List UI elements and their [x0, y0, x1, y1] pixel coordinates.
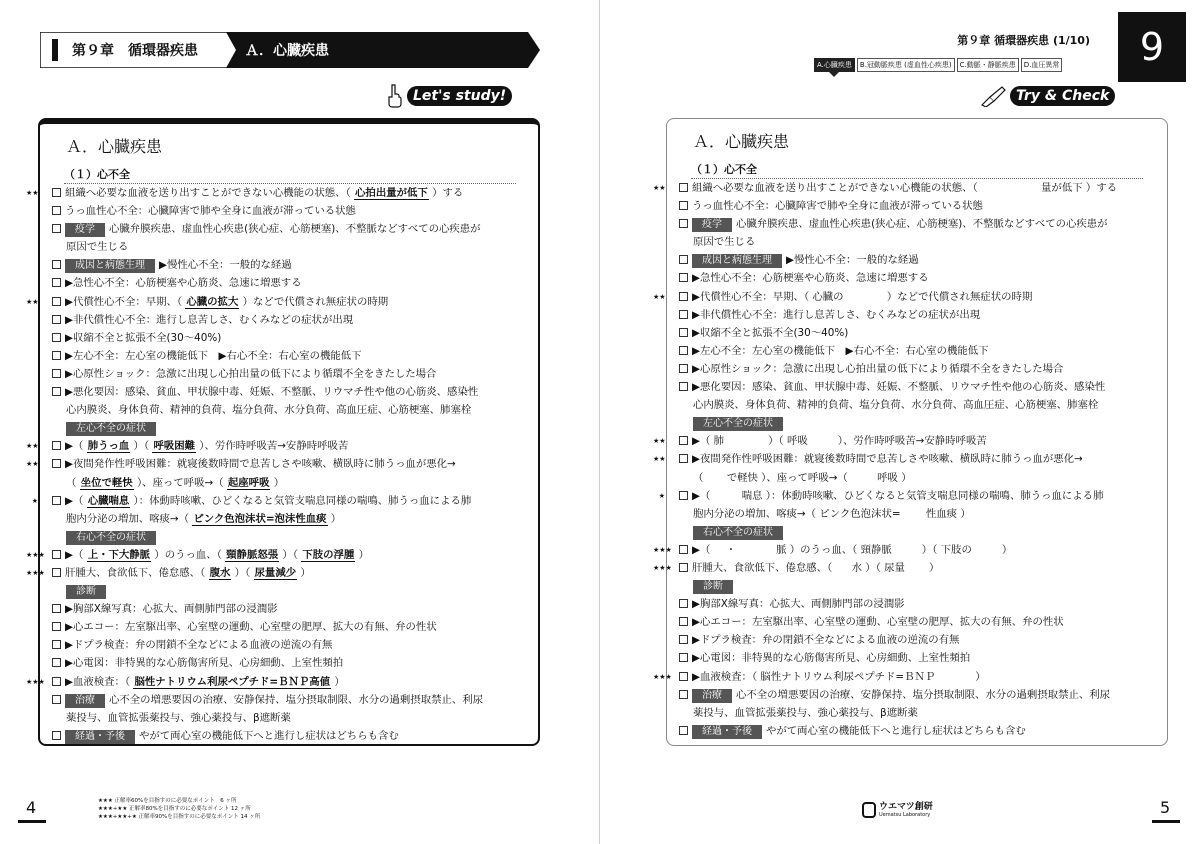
line-text: 心不全の増悪要因の治療、安静保持、塩分摂取制限、水分の過剰摂取禁止、利尿	[736, 688, 1111, 701]
star-legend	[98, 797, 260, 821]
lets-study-badge	[385, 84, 512, 108]
line-text: ▶左心不全：左心室の機能低下 ▶右心不全：右心室の機能低下	[65, 349, 362, 362]
line-text: （	[693, 471, 707, 484]
checkbox[interactable]	[52, 441, 61, 450]
line-text: 胞内分泌の増加、喀痰→（ ピンク色泡沫状=	[693, 507, 904, 520]
line-text: 喘息 ）：体動時咳嗽、ひどくなると気管支喘息同様の喘鳴、肺うっ血による肺	[741, 489, 1104, 502]
checklist-line	[26, 455, 538, 473]
checklist-line	[667, 215, 1167, 233]
checkbox[interactable]	[679, 690, 688, 699]
line-text: ▶悪化要因：感染、貧血、甲状腺中毒、妊娠、不整脈、リウマチ性や他の心筋炎、感染性	[692, 381, 1106, 394]
checklist-line	[653, 541, 1167, 559]
checklist-line	[40, 274, 538, 292]
checkbox[interactable]	[52, 640, 61, 649]
checkbox[interactable]	[52, 206, 61, 215]
line-text: ▶慢性心不全：一般的な経過	[786, 254, 919, 267]
checklist-line	[667, 360, 1167, 378]
importance-stars: ★	[658, 491, 665, 500]
checkbox[interactable]	[679, 328, 688, 337]
answer-text: 心臓喘息	[87, 494, 130, 507]
line-text: （	[66, 476, 80, 489]
section-tag: 左心不全の症状	[693, 417, 783, 431]
checklist-line	[667, 469, 1167, 487]
section-tag: 治療	[692, 689, 732, 703]
checkbox[interactable]	[52, 677, 61, 686]
checkbox[interactable]	[679, 436, 688, 445]
line-text: ）（	[279, 548, 302, 561]
importance-stars: ★★	[653, 437, 666, 446]
section-tag: 経過・予後	[65, 730, 135, 744]
checkbox[interactable]	[679, 273, 688, 282]
section-tag: 治療	[65, 694, 105, 708]
line-text: ▶（	[65, 440, 87, 453]
checklist-line	[667, 378, 1167, 396]
subheading: （１）心不全	[691, 161, 1143, 179]
checklist-line	[667, 233, 1167, 251]
checklist-line	[667, 396, 1167, 414]
study-lines	[26, 184, 538, 745]
checkbox[interactable]	[52, 550, 61, 559]
page-number: 5	[1160, 798, 1171, 817]
line-text: 性血痰 ）	[925, 507, 971, 520]
line-text: ▶ドプラ検査：弁の閉鎖不全などによる血液の逆流の有無	[692, 634, 960, 647]
line-text: 原因で生じる	[693, 236, 756, 249]
answer-text: 上・下大静脈	[87, 548, 151, 561]
line-text: やがて両心室の機能低下へと進行し症状はどちらも含む	[139, 729, 399, 742]
importance-stars: ★★	[26, 189, 39, 197]
check-content-box	[653, 118, 1168, 746]
line-text: 量が低下 ）する	[1041, 182, 1118, 194]
importance-stars: ★★★	[26, 550, 45, 559]
checklist-line	[26, 293, 538, 311]
page-number-bar	[1152, 820, 1180, 823]
legend-line: ★★★+★★ 正解率80%を目指すのに必要なポイント 12 ヶ所	[98, 806, 251, 812]
checkbox[interactable]	[679, 635, 688, 644]
checkbox[interactable]	[52, 496, 61, 505]
checkbox[interactable]	[679, 545, 688, 554]
line-text: ）	[327, 512, 342, 525]
line-text: 水 ）（ 尿量	[851, 561, 905, 574]
checkbox[interactable]	[679, 617, 688, 626]
importance-stars: ★★★	[653, 563, 672, 572]
section-tag-line	[40, 582, 538, 600]
checklist-line	[653, 559, 1167, 577]
line-text: ）	[1001, 543, 1013, 556]
checkbox[interactable]	[52, 695, 61, 704]
try-check-label: Try & Check	[1010, 86, 1115, 106]
line-text: 心不全の増悪要因の治療、安静保持、塩分摂取制限、水分の過剰摂取禁止、利尿	[109, 693, 484, 706]
line-text: ▶心電図：非特異的な心筋傷害所見、心房細動、上室性頻拍	[692, 652, 971, 665]
importance-stars: ★★★	[653, 672, 672, 681]
section-title: Ａ．心臓疾患	[693, 132, 790, 151]
section-title: Ａ．心臓疾患	[66, 137, 163, 156]
importance-stars: ★	[31, 496, 38, 505]
chapter-number-tab: 9	[1118, 12, 1186, 82]
line-text: ▶（	[65, 494, 87, 507]
checkbox[interactable]	[679, 292, 688, 301]
answer-text: 起座呼吸	[227, 476, 270, 489]
checklist-line	[40, 329, 538, 347]
checklist-line	[653, 288, 1167, 306]
checkbox[interactable]	[679, 201, 688, 210]
line-text: ▶急性心不全：心筋梗塞や心筋炎、急速に増悪する	[692, 272, 929, 285]
checklist-line	[40, 256, 538, 274]
line-text: ▶夜間発作性呼吸困難：就寝後数時間で息苦しさや咳嗽、横臥時に肺うっ血が悪化→	[65, 458, 456, 471]
line-text: ▶胸部X線写真：心拡大、両側肺門部の浸潤影	[65, 603, 278, 616]
line-text: うっ血性心不全：心臓障害で肺や全身に血液が滞っている状態	[692, 200, 983, 213]
line-text: ▶急性心不全：心筋梗塞や心筋炎、急速に増悪する	[65, 277, 302, 290]
line-text: 脈 ）のうっ血、（ 頸静脈	[776, 543, 892, 556]
line-text: ▶非代償性心不全：進行し息苦しさ、むくみなどの症状が出現	[692, 308, 981, 321]
line-text: ）などで代償され無症状の時期	[239, 295, 389, 308]
banner-mark	[52, 39, 58, 61]
checklist-line	[653, 179, 1167, 197]
line-text: 心内膜炎、身体負荷、精神的負荷、塩分負荷、水分負荷、高血圧症、心筋梗塞、肺塞栓	[693, 399, 1099, 412]
checkbox[interactable]	[52, 459, 61, 468]
answer-text: 脳性ナトリウム利尿ペプチド=ＢＮＰ高値	[134, 675, 331, 688]
checklist-line	[40, 365, 538, 383]
line-text: 心内膜炎、身体負荷、精神的負荷、塩分負荷、水分負荷、高血圧症、心筋梗塞、肺塞栓	[66, 404, 472, 417]
checklist-line	[667, 251, 1167, 269]
line-text: ）（	[231, 566, 254, 579]
line-text: ▶血液検査：（ 脳性ナトリウム利尿ペプチド=ＢＮＰ	[692, 670, 936, 683]
line-text: ▶慢性心不全：一般的な経過	[159, 259, 292, 272]
line-text: ）する	[428, 187, 464, 199]
line-text: ▶代償性心不全：早期、（	[65, 295, 186, 308]
chapter-banner	[40, 32, 540, 68]
checklist-line	[658, 487, 1167, 505]
line-text: ）、座って呼吸→（	[133, 476, 227, 489]
line-text: 心臓弁膜疾患、虚血性心疾患(狭心症、心筋梗塞)、不整脈などすべての心疾患が	[109, 223, 481, 236]
checklist-line	[40, 709, 538, 727]
line-text: ）	[355, 548, 369, 561]
checkbox[interactable]	[52, 731, 61, 740]
line-text: 心臓弁膜疾患、虚血性心疾患(狭心症、心筋梗塞)、不整脈などすべての心疾患が	[736, 218, 1108, 231]
page-number-bar	[18, 820, 46, 823]
line-text: ）などで代償され無症状の時期	[883, 290, 1033, 303]
importance-stars: ★★★	[26, 677, 45, 686]
importance-stars: ★★	[26, 442, 39, 451]
line-text: ▶心原性ショック：急激に出現し心拍出量の低下により循環不全をきたした場合	[65, 367, 437, 380]
logo-sub: Uematsu Laboratory	[879, 811, 931, 818]
line-text: 胞内分泌の増加、喀痰→（	[66, 512, 193, 525]
checkbox[interactable]	[679, 653, 688, 662]
checkbox[interactable]	[52, 351, 61, 360]
line-text: ▶左心不全：左心室の機能低下 ▶右心不全：右心室の機能低下	[692, 344, 989, 357]
subheading: （１）心不全	[64, 166, 516, 184]
line-text: ▶収縮不全と拡張不全(30〜40%)	[692, 326, 849, 339]
checkbox[interactable]	[52, 658, 61, 667]
checkbox[interactable]	[52, 224, 61, 233]
checklist-line	[667, 722, 1167, 740]
checklist-line	[40, 220, 538, 238]
checkbox[interactable]	[679, 310, 688, 319]
right-page	[600, 0, 1200, 844]
checkbox[interactable]	[52, 297, 61, 306]
line-text: ）（ 呼吸	[768, 435, 808, 448]
checklist-line	[26, 564, 538, 582]
line-text: ）、労作時呼吸苦→安静時呼吸苦	[196, 440, 349, 453]
answer-text: 下肢の浮腫	[302, 548, 355, 561]
line-text: ▶（	[65, 548, 87, 561]
checklist-line	[653, 432, 1167, 450]
checklist-line	[40, 401, 538, 419]
checklist-line	[667, 595, 1167, 613]
checkbox[interactable]	[679, 382, 688, 391]
line-text: ・	[725, 543, 737, 556]
checkbox[interactable]	[52, 604, 61, 613]
line-text: 薬投与、血管拡張薬投与、強心薬投与、β遮断薬	[693, 706, 918, 719]
section-tag: 成因と病態生理	[692, 254, 782, 268]
section-tag: 診断	[66, 585, 106, 599]
line-text: ）	[270, 476, 285, 489]
line-text: ▶心エコー：左室駆出率、心室壁の運動、心室壁の肥厚、拡大の有無、弁の性状	[692, 616, 1064, 629]
checkbox[interactable]	[679, 364, 688, 373]
logo-name: ウエマツ創研	[879, 801, 933, 812]
study-content-box	[26, 118, 540, 746]
checklist-line	[40, 238, 538, 256]
line-text: 呼吸 ）	[877, 471, 912, 484]
line-text: ）	[297, 566, 311, 579]
tab-vascular-disease: C.動脈・静脈疾患	[957, 58, 1019, 72]
importance-stars: ★★	[653, 455, 666, 464]
checkbox[interactable]	[52, 622, 61, 631]
checklist-line	[667, 649, 1167, 667]
checklist-line	[26, 546, 538, 564]
legend-line: ★★★+★★+★ 正解率90%を目指すのに必要なポイント 14 ヶ所	[98, 814, 261, 820]
answer-text: ピンク色泡沫状=泡沫性血痰	[193, 512, 327, 525]
tab-heart-disease: A.心臓疾患	[814, 58, 855, 72]
section-tag-line	[667, 577, 1167, 595]
line-text: 組織へ必要な血液を送り出すことができない心機能の状態、（	[65, 187, 355, 199]
section-tabs	[814, 58, 1062, 72]
checklist-line	[667, 505, 1167, 523]
checkbox[interactable]	[52, 260, 61, 269]
section-tag-line	[40, 528, 538, 546]
line-text: ）	[928, 561, 940, 574]
line-text: ）	[975, 670, 986, 683]
section-tag-line	[667, 414, 1167, 432]
line-text: 肝腫大、食欲低下、倦怠感、（	[692, 561, 836, 574]
check-lines	[653, 179, 1167, 740]
checklist-line	[667, 306, 1167, 324]
answer-text: 肺うっ血	[87, 440, 130, 453]
importance-stars: ★★	[653, 292, 666, 301]
checklist-line	[40, 654, 538, 672]
checklist-line	[40, 202, 538, 220]
section-tag: 疫学	[692, 218, 732, 232]
section-tag: 右心不全の症状	[66, 531, 156, 545]
section-tag: 経過・予後	[692, 725, 762, 739]
line-text: ）のうっ血、（	[151, 548, 226, 561]
banner-chapter: 第９章 循環器疾患	[72, 43, 198, 59]
checklist-line	[653, 668, 1167, 686]
section-tag: 診断	[693, 580, 733, 594]
line-text: ）（	[130, 440, 153, 453]
checkbox[interactable]	[52, 315, 61, 324]
writing-hand-icon	[980, 85, 1006, 107]
chapter-info: 第９章 循環器疾患 (1/10)	[957, 34, 1090, 47]
line-text: ▶代償性心不全：早期、（ 心臓の	[692, 290, 844, 303]
line-text: ▶収縮不全と拡張不全(30〜40%)	[65, 331, 222, 344]
checklist-line	[31, 492, 538, 510]
line-text: ）（ 下肢の	[921, 543, 972, 556]
checkbox[interactable]	[52, 369, 61, 378]
tab-blood-pressure: D.血圧異常	[1021, 58, 1063, 72]
checklist-line	[667, 342, 1167, 360]
line-text: ▶ドプラ検査：弁の閉鎖不全などによる血液の逆流の有無	[65, 639, 333, 652]
line-text: ）	[331, 675, 345, 688]
line-text: で軽快 ）、座って呼吸→（	[726, 471, 852, 484]
try-check-badge	[980, 84, 1115, 108]
line-text: うっ血性心不全：心臓障害で肺や全身に血液が滞っている状態	[65, 205, 356, 218]
line-text: ▶悪化要因：感染、貧血、甲状腺中毒、妊娠、不整脈、リウマチ性や他の心筋炎、感染性	[65, 386, 479, 399]
checkbox[interactable]	[679, 454, 688, 463]
checklist-line	[653, 450, 1167, 468]
checklist-line	[40, 636, 538, 654]
legend-line: ★★★ 正解率60%を目指すのに必要なポイント 6 ヶ所	[98, 798, 237, 804]
section-tag-line	[40, 419, 538, 437]
pointing-hand-icon	[385, 84, 403, 108]
checklist-line	[40, 727, 538, 745]
line-text: ）、労作時呼吸苦→安静時呼吸苦	[837, 435, 987, 448]
section-tag-line	[667, 523, 1167, 541]
checklist-line	[40, 383, 538, 401]
line-text: ▶（ 肺	[692, 435, 725, 448]
section-tag: 左心不全の症状	[66, 422, 156, 436]
answer-text: 心拍出量が低下	[355, 187, 428, 199]
line-text: ▶非代償性心不全：進行し息苦しさ、むくみなどの症状が出現	[65, 313, 354, 326]
checklist-line	[26, 437, 538, 455]
checkbox[interactable]	[52, 188, 61, 197]
answer-text: 頸静脈怒張	[226, 548, 279, 561]
checklist-line	[40, 474, 538, 492]
answer-text: 心臓の拡大	[186, 295, 239, 308]
checkbox[interactable]	[52, 568, 61, 577]
section-tag: 右心不全の症状	[693, 526, 783, 540]
checklist-line	[667, 686, 1167, 704]
line-text: 原因で生じる	[66, 241, 129, 254]
line-text: ▶（	[692, 489, 714, 502]
line-text: 肝腫大、食欲低下、倦怠感、（	[65, 566, 209, 579]
checklist-line	[40, 618, 538, 636]
importance-stars: ★★★	[653, 545, 672, 554]
line-text: ▶心原性ショック：急激に出現し心拍出量の低下により循環不全をきたした場合	[692, 362, 1064, 375]
checkbox[interactable]	[679, 255, 688, 264]
answer-text: 坐位で軽快	[80, 476, 133, 489]
line-text: ▶夜間発作性呼吸困難：就寝後数時間で息苦しさや咳嗽、横臥時に肺うっ血が悪化→	[692, 453, 1083, 466]
checklist-line	[40, 510, 538, 528]
section-tag: 成因と病態生理	[65, 259, 155, 273]
checkbox[interactable]	[679, 599, 688, 608]
line-text: ）：体動時咳嗽、ひどくなると気管支喘息同様の喘鳴、肺うっ血による肺	[130, 494, 472, 507]
line-text: ▶心エコー：左室駆出率、心室壁の運動、心室壁の肥厚、拡大の有無、弁の性状	[65, 621, 437, 634]
answer-text: 呼吸困難	[153, 440, 195, 453]
page-number: 4	[26, 798, 37, 817]
importance-stars: ★★★	[26, 568, 45, 577]
checklist-line	[667, 324, 1167, 342]
checklist-line	[667, 704, 1167, 722]
line-text: やがて両心室の機能低下へと進行し症状はどちらも含む	[766, 724, 1026, 737]
checkbox[interactable]	[679, 563, 688, 572]
checkbox[interactable]	[679, 491, 688, 500]
section-tag: 疫学	[65, 223, 105, 237]
line-text: ▶血液検査：（	[65, 675, 134, 688]
line-text: ▶胸部X線写真：心拡大、両側肺門部の浸潤影	[692, 598, 905, 611]
checkbox[interactable]	[52, 333, 61, 342]
importance-stars: ★★	[26, 297, 39, 306]
logo-mark	[862, 802, 876, 818]
checkbox[interactable]	[679, 346, 688, 355]
answer-text: 尿量減少	[254, 566, 297, 579]
checkbox[interactable]	[52, 278, 61, 287]
checkbox[interactable]	[679, 672, 688, 681]
importance-stars: ★★	[653, 184, 666, 192]
checklist-line	[40, 691, 538, 709]
line-text: 組織へ必要な血液を送り出すことができない心機能の状態、（	[692, 182, 982, 194]
lets-study-label: Let's study!	[407, 86, 512, 106]
answer-text: 腹水	[209, 566, 231, 579]
checkbox[interactable]	[679, 219, 688, 228]
checkbox[interactable]	[679, 726, 688, 735]
checklist-line	[667, 197, 1167, 215]
checklist-line	[40, 600, 538, 618]
line-text: ▶（	[692, 543, 714, 556]
importance-stars: ★★	[26, 460, 39, 469]
line-text: ▶心電図：非特異的な心筋傷害所見、心房細動、上室性頻拍	[65, 657, 344, 670]
checklist-line	[40, 347, 538, 365]
checklist-line	[26, 673, 538, 691]
line-text: 薬投与、血管拡張薬投与、強心薬投与、β遮断薬	[66, 711, 291, 724]
checkbox[interactable]	[679, 183, 688, 192]
checklist-line	[667, 613, 1167, 631]
checklist-line	[667, 631, 1167, 649]
publisher-logo	[862, 802, 933, 818]
tab-coronary-disease: B.冠動脈疾患 (虚血性心疾患)	[857, 58, 955, 72]
checklist-line	[667, 269, 1167, 287]
checkbox[interactable]	[52, 387, 61, 396]
banner-section: Ａ．心臓疾患	[245, 43, 329, 59]
checklist-line	[26, 184, 538, 202]
checklist-line	[40, 311, 538, 329]
